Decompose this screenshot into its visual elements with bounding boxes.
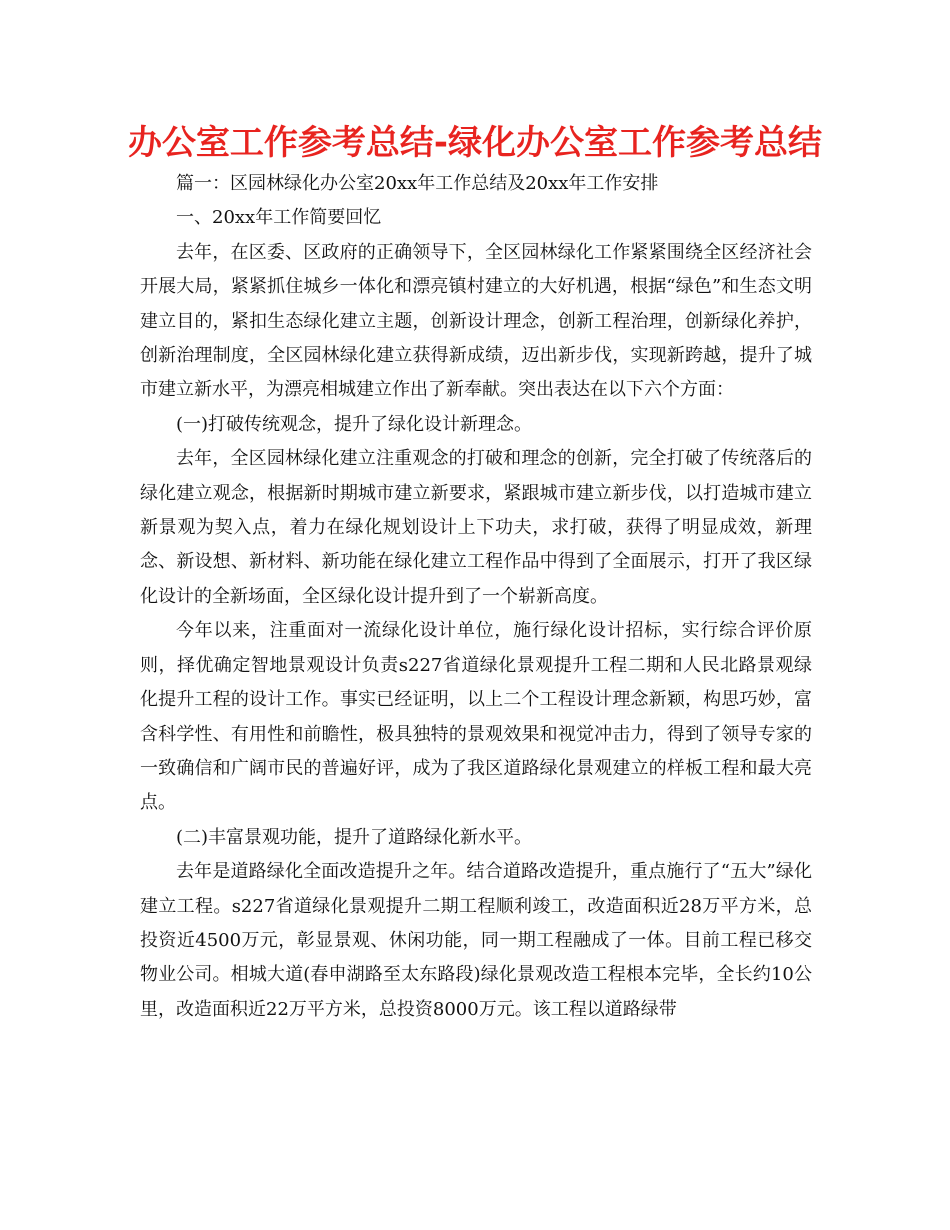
paragraph-section-heading: 篇一：区园林绿化办公室20xx年工作总结及20xx年工作安排 [176, 173, 659, 194]
paragraph-point-two-heading: (二)丰富景观功能，提升了道路绿化新水平。 [176, 826, 533, 848]
paragraph-point-one-heading: (一)打破传统观念，提升了绿化设计新理念。 [176, 413, 533, 435]
paragraph-point-one-body: 去年，全区园林绿化建立注重观念的打破和理念的创新，完全打破了传统落后的绿化建立观念，根据新时期城市建立新要求，紧跟城市建立新步伐，以打造城市建立新景观为契入点，着力在绿化规划设计上下功夫，求打破，获得了明显成效，新理念、新设想、新材料、新功能在绿化建立工程作品中得到了全面展示，打开了我区绿化设计的全新场面，全区绿化设计提升到了一个崭新高度。 [140, 448, 812, 607]
paragraph-intro: 去年，在区委、区政府的正确领导下，全区园林绿化工作紧紧围绕全区经济社会开展大局，紧紧抓住城乡一体化和漂亮镇村建立的大好机遇，根据“绿色”和生态文明建立目的，紧扣生态绿化建立主题，创新设计理念，创新工程治理，创新绿化养护，创新治理制度，全区园林绿化建立获得新成绩，迈出新步伐，实现新跨越，提升了城市建立新水平，为漂亮相城建立作出了新奉献。突出表达在以下六个方面： [140, 241, 812, 401]
document-body [140, 167, 812, 1027]
paragraph-point-two-body: 去年是道路绿化全面改造提升之年。结合道路改造提升，重点施行了“五大”绿化建立工程。s227省道绿化景观提升二期工程顺利竣工，改造面积近28万平方米，总投资近4500万元，彰显景观、休闲功能，同一期工程融成了一体。目前工程已移交物业公司。相城大道(春申湖路至太东路段)绿化景观改造工程根本完毕，全长约10公里，改造面积近22万平方米，总投资8000万元。该工程以道路绿带 [140, 861, 812, 1020]
paragraph-subheading-review: 一、20xx年工作简要回忆 [176, 207, 382, 229]
paragraph-point-one-detail: 今年以来，注重面对一流绿化设计单位，施行绿化设计招标，实行综合评价原则，择优确定智地景观设计负责s227省道绿化景观提升工程二期和人民北路景观绿化提升工程的设计工作。事实已经证明，以上二个工程设计理念新颖，构思巧妙，富含科学性、有用性和前瞻性，极具独特的景观效果和视觉冲击力，得到了领导专家的一致确信和广阔市民的普遍好评，成为了我区道路绿化景观建立的样板工程和最大亮点。 [140, 620, 812, 814]
document-title: 办公室工作参考总结-绿化办公室工作参考总结 [127, 123, 823, 163]
